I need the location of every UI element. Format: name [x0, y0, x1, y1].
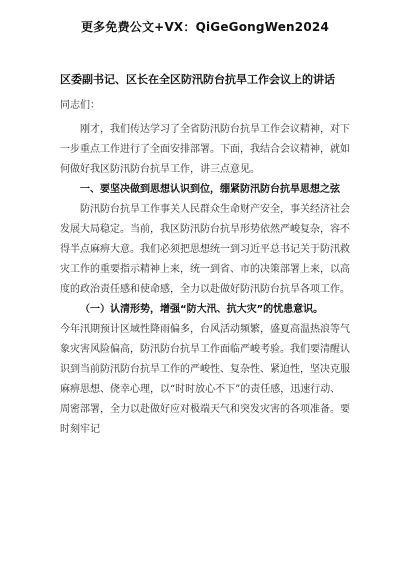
- section-heading-1: 一、要坚决做到思想认识到位，绷紧防汛防台抗旱思想之弦: [80, 184, 340, 195]
- paragraph-subsection-1: 今年汛期预计区域性降雨偏多，台风活动频繁，盛夏高温热浪等气象灾害风险偏高，防汛防台抗旱工作面临严峻考验。我们要清醒认识到当前防汛防台抗旱工作的严峻性、复杂性、紧迫性，坚决克服麻痹思想、侥幸心理，以“时时放心不下”的责任感，迅速行动、周密部署，全力以赴做好应对极端天气和突发灾害的各项准备。要时刻牢记: [60, 324, 350, 435]
- paragraph-intro: 刚才，我们传达学习了全省防汛防台抗旱工作会议精神，对下一步重点工作进行了全面安排部署。下面，我结合会议精神，就如何做好我区防汛防台抗旱工作，讲三点意见。: [60, 124, 350, 175]
- document-title: 区委副书记、区长在全区防汛防台抗旱工作会议上的讲话: [60, 73, 335, 86]
- document-body: [60, 96, 350, 440]
- paragraph-section-1: 防汛防台抗旱工作事关人民群众生命财产安全，事关经济社会发展大局稳定。当前，我区防汛防台抗旱形势依然严峻复杂，容不得半点麻痹大意。我们必须把思想统一到习近平总书记关于防汛救灾工作的重要指示精神上来，统一到省、市的决策部署上来，以高度的政治责任感和使命感，全力以赴做好防汛防台抗旱各项工作。: [60, 204, 350, 295]
- subsection-heading-1: （一）认清形势，增强“防大汛、抗大灾”的忧患意识。: [80, 304, 324, 315]
- promo-banner: 更多免费公文+VX：QiGeGongWen2024: [80, 20, 329, 34]
- salutation: 同志们：: [60, 100, 100, 111]
